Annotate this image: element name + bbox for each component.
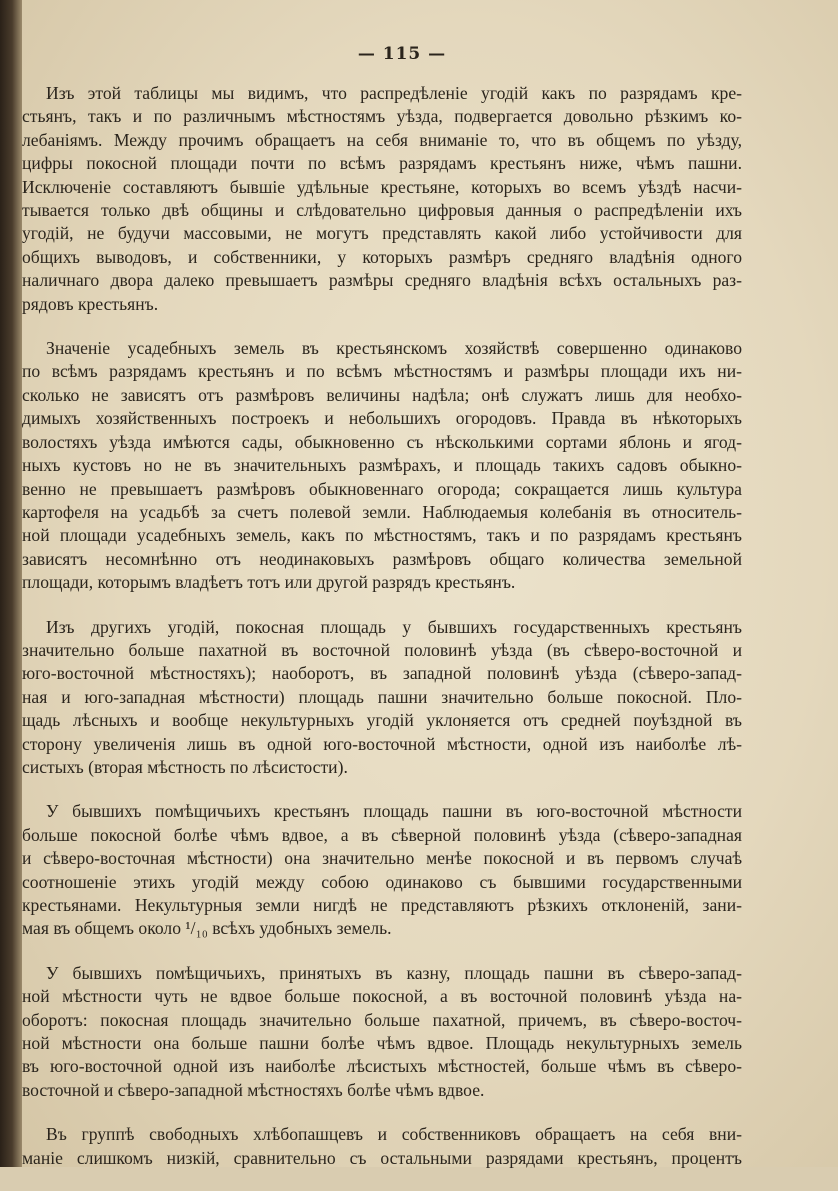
text-line: рядовъ крестьянъ. [22,293,159,314]
text-line: маніе слишкомъ низкій, сравнительно съ остальными разрядами крестьянъ, процентъ [22,1147,742,1168]
text-line: стьянъ, такъ и по различнымъ мѣстностямъ уѣзда, подвергается довольно рѣзкимъ ко- [22,106,742,127]
text-line: мая въ общемъ около ¹/₁₀ всѣхъ удобныхъ земель. [22,918,392,939]
text-line: ной площади усадебныхъ земель, какъ по мѣстностямъ, такъ и по разрядамъ крестьянъ [22,525,742,546]
text-line: ная и юго-западная мѣстности) площадь пашни значительно больше покосной. Пло- [22,686,742,707]
text-line: цифры покосной площади почти по всѣмъ разрядамъ крестьянъ ниже, чѣмъ пашни. [22,153,742,174]
body-text [22,82,742,1191]
text-line: Значеніе усадебныхъ земель въ крестьянскомъ хозяйствѣ совершенно одинаково [46,338,742,359]
text-line: значительно больше пахатной въ восточной половинѣ уѣзда (въ сѣверо-восточной и [22,639,742,660]
text-line: восточной и сѣверо-западной мѣстностяхъ болѣе чѣмъ вдвое. [22,1079,485,1100]
text-line: ной мѣстности чуть не вдвое больше покосной, а въ восточной половинѣ уѣзда на- [22,986,742,1007]
text-line: У бывшихъ помѣщичьихъ, принятыхъ въ казну, площадь пашни въ сѣверо-запад- [46,962,742,983]
text-line: крестьянами. Некультурныя земли нигдѣ не представляютъ рѣзкихъ отклоненій, зани- [22,895,742,915]
text-line: Въ группѣ свободныхъ хлѣбопашцевъ и собственниковъ обращаетъ на себя вни- [46,1124,742,1145]
text-line: и сѣверо-восточная мѣстности) она значительно менѣе покосной и въ первомъ случаѣ [22,848,742,869]
paragraph [22,82,742,316]
text-line: Исключеніе составляютъ бывшіе удѣльные крестьяне, которыхъ во всемъ уѣздѣ насчи- [22,176,742,197]
text-line: тывается только двѣ общины и слѣдовательно цифровыя данныя о распредѣленіи ихъ [22,200,742,221]
text-line: У бывшихъ помѣщичьихъ крестьянъ площадь пашни въ юго-восточной мѣстности [46,801,742,822]
text-line: лебаніямъ. Между прочимъ обращаетъ на себя вниманіе то, что въ общемъ по уѣзду, [22,129,742,150]
text-line: картофеля на усадьбѣ за счетъ полевой земли. Наблюдаемыя колебанія въ относитель- [22,501,742,522]
paragraph [22,962,742,1102]
text-line: площади, которымъ владѣетъ тотъ или другой разрядъ крестьянъ. [22,572,516,593]
text-line: волостяхъ уѣзда имѣются сады, обыкновенно съ нѣсколькими сортами яблонь и ягод- [22,431,742,452]
text-line: по всѣмъ разрядамъ крестьянъ и по всѣмъ мѣстностямъ и размѣры площади ихъ ни- [22,361,742,382]
text-line: соотношеніе этихъ угодій между собою одинаково съ бывшими государственными [22,871,742,892]
text-line: ной мѣстности она больше пашни болѣе чѣмъ вдвое. Площадь некультурныхъ земель [22,1033,742,1054]
text-line: оборотъ: покосная площадь значительно больше пахатной, причемъ, въ сѣверо-восточ- [22,1009,742,1030]
text-line: Изъ другихъ угодій, покосная площадь у бывшихъ государственныхъ крестьянъ [46,616,742,637]
text-line: щадь лѣсныхъ и вообще некультурныхъ угодій уклоняется отъ средней поуѣздной въ [22,710,742,731]
paragraph [22,800,742,940]
text-line: общихъ выводовъ, и собственники, у которыхъ размѣръ средняго владѣнія одного [22,246,742,267]
text-line: въ юго-восточной одной изъ наиболѣе лѣсистыхъ мѣстностей, больше чѣмъ въ сѣверо- [22,1056,742,1077]
book-page [22,0,838,1167]
text-line: сторону увеличенія лишь въ одной юго-восточной мѣстности, одной изъ наиболѣе лѣ- [22,733,742,754]
text-line: сколько не зависятъ отъ размѣровъ величины надѣла; онѣ служатъ лишь для необхо- [22,384,742,405]
text-line: больше покосной болѣе чѣмъ вдвое, а въ сѣверной половинѣ уѣзда (сѣверо-западная [22,824,742,845]
paragraph [22,337,742,594]
text-line: систыхъ (вторая мѣстность по лѣсистости). [22,756,348,777]
text-line: ныхъ кустовъ но не въ значительныхъ размѣрахъ, и площадь такихъ садовъ обыкно- [22,455,742,476]
text-line: юго-восточной мѣстностяхъ); наоборотъ, въ западной половинѣ уѣзда (сѣверо-запад- [22,663,742,684]
text-line: венно не превышаетъ размѣровъ обыкновеннаго огорода; сокращается лишь культура [22,478,742,499]
text-line: зависятъ несомнѣнно отъ неодинаковыхъ размѣровъ общаго количества земельной [22,548,742,569]
page-number: — 115 — [357,44,447,64]
text-line: Изъ этой таблицы мы видимъ, что распредѣленіе угодій какъ по разрядамъ кре- [46,83,742,103]
paragraph [22,1123,742,1170]
book-spine-shadow [0,0,22,1167]
paragraph [22,616,742,780]
text-line: димыхъ хозяйственныхъ построекъ и небольшихъ огородовъ. Правда въ нѣкоторыхъ [22,408,742,429]
text-line: наличнаго двора далеко превышаетъ размѣры средняго владѣнія всѣхъ остальныхъ раз- [22,270,742,291]
text-line: угодій, не будучи массовыми, не могутъ представлять какой либо устойчивости для [22,223,742,244]
